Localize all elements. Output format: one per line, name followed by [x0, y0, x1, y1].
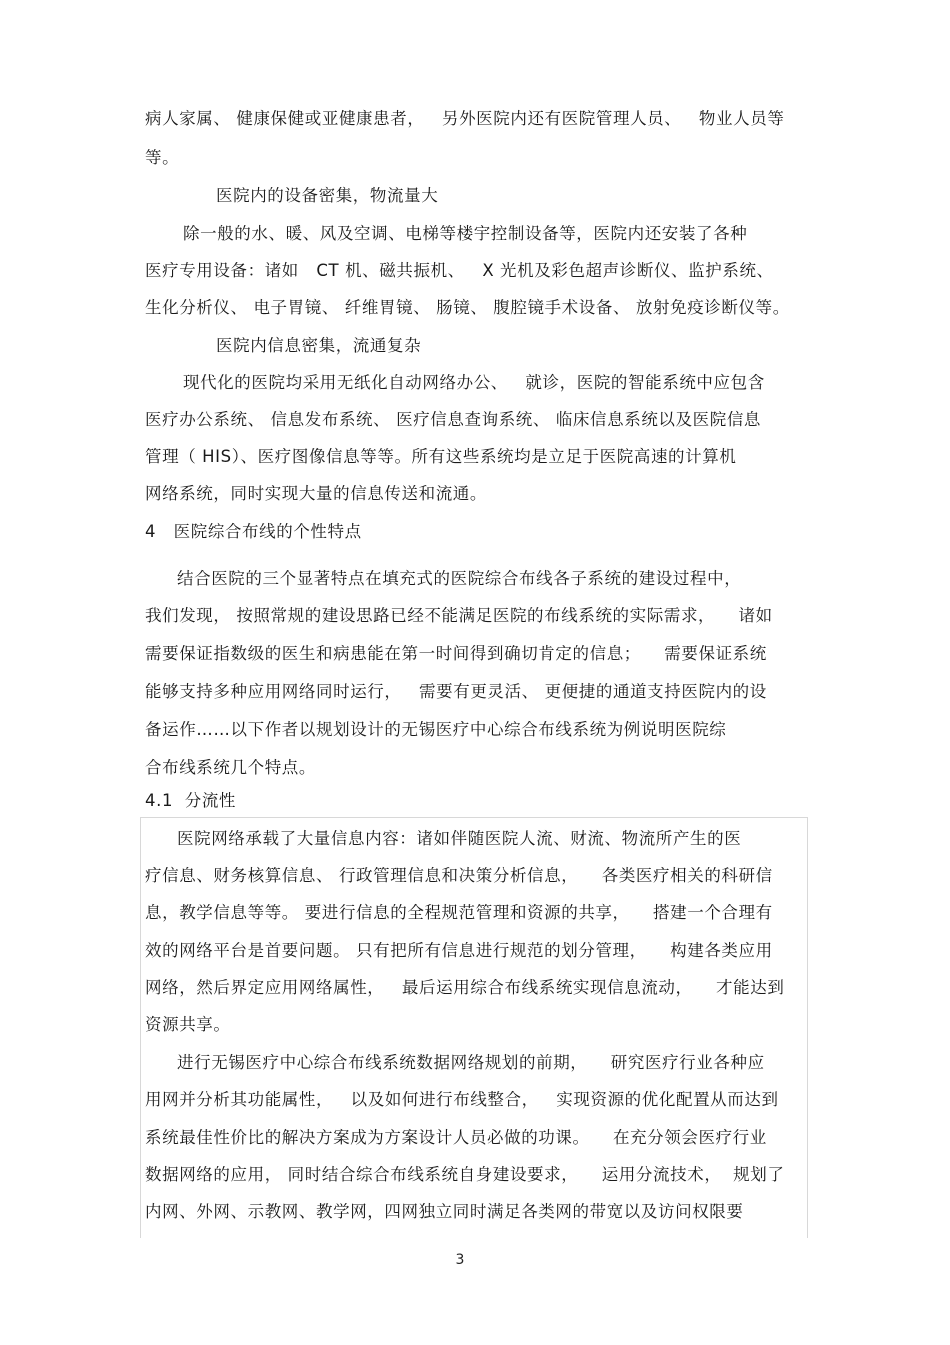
paragraph-line: 网络，然后界定应用网络属性， 最后运用综合布线系统实现信息流动， 才能达到 [145, 978, 785, 997]
section-heading: 4 医院综合布线的个性特点 [145, 522, 362, 541]
page-number: 3 [455, 1252, 465, 1268]
paragraph-line: 息，教学信息等等。 要进行信息的全程规范管理和资源的共享， 搭建一个合理有 [145, 903, 773, 922]
paragraph-line: 进行无锡医疗中心综合布线系统数据网络规划的前期， 研究医疗行业各种应 [177, 1053, 765, 1072]
paragraph-line: 结合医院的三个显著特点在填充式的医院综合布线各子系统的建设过程中， [177, 569, 742, 588]
subheading: 医院内的设备密集，物流量大 [216, 186, 439, 205]
paragraph-line: 内网、外网、示教网、教学网，四网独立同时满足各类网的带宽以及访问权限要 [145, 1202, 744, 1221]
paragraph-line: 资源共享。 [145, 1015, 231, 1034]
paragraph-line: 医疗专用设备：诸如 CT 机、磁共振机、 X 光机及彩色超声诊断仪、监护系统、 [145, 261, 774, 280]
paragraph-line: 等。 [145, 148, 180, 167]
paragraph-line: 系统最佳性价比的解决方案成为方案设计人员必做的功课。 在充分领会医疗行业 [145, 1128, 767, 1147]
subheading: 医院内信息密集，流通复杂 [216, 336, 422, 355]
paragraph-line: 用网并分析其功能属性， 以及如何进行布线整合， 实现资源的优化配置从而达到 [145, 1090, 779, 1109]
paragraph-line: 效的网络平台是首要问题。 只有把所有信息进行规范的划分管理， 构建各类应用 [145, 941, 773, 960]
paragraph-line: 管理（ HIS）、医疗图像信息等等。所有这些系统均是立足于医院高速的计算机 [145, 447, 737, 466]
paragraph-line: 网络系统，同时实现大量的信息传送和流通。 [145, 484, 487, 503]
paragraph-line: 医院网络承载了大量信息内容：诸如伴随医院人流、财流、物流所产生的医 [177, 829, 742, 848]
paragraph-line: 需要保证指数级的医生和病患能在第一时间得到确切肯定的信息； 需要保证系统 [145, 644, 767, 663]
paragraph-line: 除一般的水、暖、风及空调、电梯等楼宇控制设备等，医院内还安装了各种 [183, 224, 748, 243]
paragraph-line: 疗信息、财务核算信息、 行政管理信息和决策分析信息， 各类医疗相关的科研信 [145, 866, 773, 885]
paragraph-line: 生化分析仪、 电子胃镜、 纤维胃镜、 肠镜、 腹腔镜手术设备、 放射免疫诊断仪等。 [145, 298, 790, 317]
paragraph-line: 数据网络的应用， 同时结合综合布线系统自身建设要求， 运用分流技术， 规划了 [145, 1165, 785, 1184]
paragraph-line: 合布线系统几个特点。 [145, 758, 316, 777]
paragraph-line: 病人家属、 健康保健或亚健康患者， 另外医院内还有医院管理人员、 物业人员等 [145, 109, 785, 128]
paragraph-line: 我们发现， 按照常规的建设思路已经不能满足医院的布线系统的实际需求， 诸如 [145, 606, 773, 625]
paragraph-line: 备运作……以下作者以规划设计的无锡医疗中心综合布线系统为例说明医院综 [145, 720, 727, 739]
paragraph-line: 医疗办公系统、 信息发布系统、 医疗信息查询系统、 临床信息系统以及医院信息 [145, 410, 762, 429]
section-heading: 4.1 分流性 [145, 791, 237, 810]
paragraph-line: 现代化的医院均采用无纸化自动网络办公、 就诊，医院的智能系统中应包含 [183, 373, 765, 392]
paragraph-line: 能够支持多种应用网络同时运行， 需要有更灵活、 更便捷的通道支持医院内的设 [145, 682, 767, 701]
